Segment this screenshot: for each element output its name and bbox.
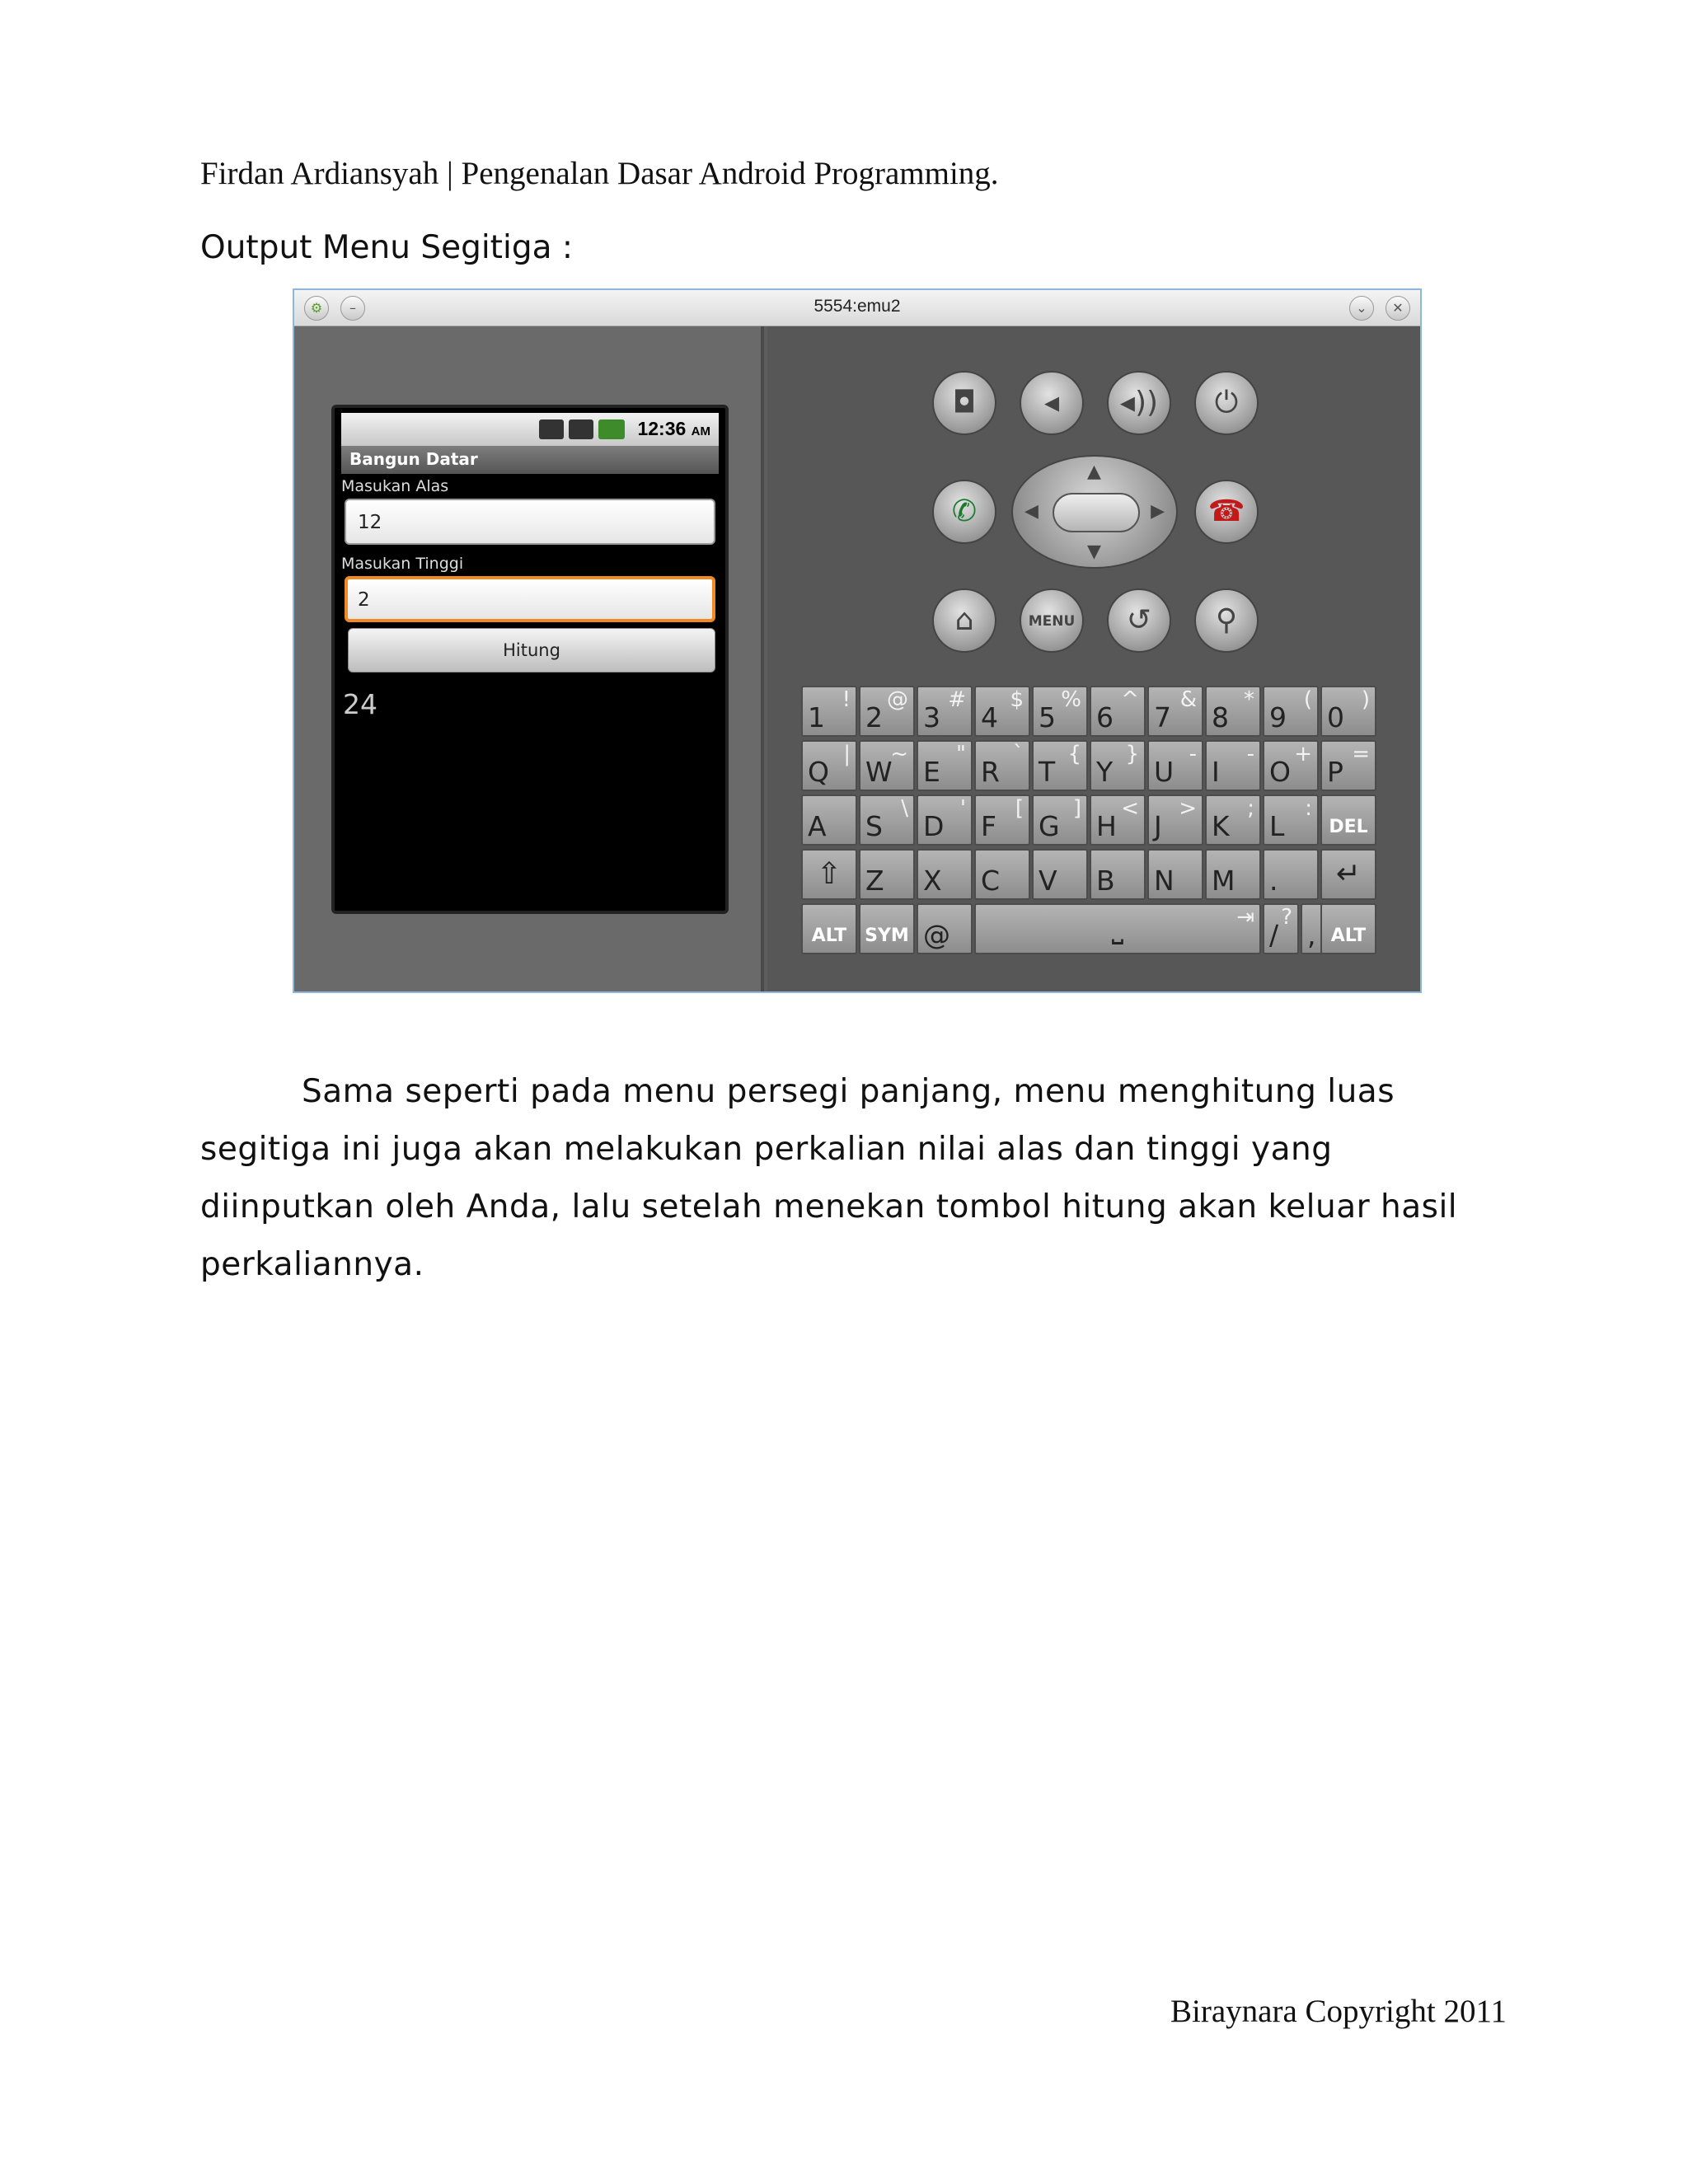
key-alt-label: '	[959, 796, 966, 821]
key-v[interactable]	[1032, 849, 1088, 900]
key-main-label: 8	[1212, 701, 1229, 733]
network-icon	[539, 419, 564, 439]
key-r[interactable]	[974, 740, 1030, 791]
window-titlebar	[294, 290, 1420, 326]
key-main-label: L	[1269, 810, 1285, 842]
key-m[interactable]	[1205, 849, 1261, 900]
dpad-up-icon[interactable]: ▲	[1087, 462, 1101, 482]
key-3[interactable]	[917, 686, 973, 737]
key-y[interactable]	[1090, 740, 1146, 791]
key-u[interactable]	[1147, 740, 1203, 791]
key-alt-label: *	[1244, 687, 1254, 712]
key-alt-label: !	[842, 687, 851, 712]
key-at[interactable]	[917, 903, 973, 954]
key-0[interactable]	[1320, 686, 1376, 737]
key-i[interactable]	[1205, 740, 1261, 791]
key-alt-label: ^	[1121, 687, 1139, 712]
volume-up-icon[interactable]: ◂))	[1107, 371, 1171, 435]
key-main-label: .	[1269, 865, 1278, 897]
back-icon[interactable]: ↺	[1107, 588, 1171, 653]
android-icon: ⚙	[304, 296, 329, 321]
key-main-label: 3	[923, 701, 940, 733]
key-main-label: Y	[1096, 756, 1114, 788]
key-main-label: J	[1154, 810, 1162, 842]
key-main-label: E	[923, 756, 940, 788]
key-main-label: 1	[808, 701, 825, 733]
key-alt-label: >	[1179, 796, 1197, 821]
key-alt-label: +	[1294, 742, 1312, 766]
key-h[interactable]	[1090, 794, 1146, 846]
key-8[interactable]	[1205, 686, 1261, 737]
app-titlebar	[341, 446, 719, 474]
key-x[interactable]	[917, 849, 973, 900]
key-alt-label: "	[956, 742, 966, 766]
key-main-label: G	[1039, 810, 1060, 842]
key-alt-label: )	[1361, 687, 1370, 712]
key-alt-label: @	[887, 687, 908, 712]
key-p[interactable]	[1320, 740, 1376, 791]
key-d[interactable]	[917, 794, 973, 846]
key-n[interactable]	[1147, 849, 1203, 900]
key-alt-label: ~	[890, 742, 908, 766]
key-main-label: 0	[1327, 701, 1344, 733]
dpad-right-icon[interactable]: ▶	[1151, 501, 1165, 522]
key-main-label: T	[1039, 756, 1056, 788]
section-title: Output Menu Segitiga :	[200, 229, 574, 266]
key-del[interactable]	[1320, 794, 1376, 846]
key-main-label: X	[923, 865, 942, 897]
key-alt-label: =	[1352, 742, 1370, 766]
key-s[interactable]	[859, 794, 915, 846]
alas-label: Masukan Alas	[341, 477, 449, 495]
doc-header: Firdan Ardiansyah | Pengenalan Dasar Android Programming.	[200, 156, 999, 191]
signal-icon	[569, 419, 593, 439]
key-main-label: K	[1212, 810, 1230, 842]
key-main-label: 7	[1154, 701, 1171, 733]
status-icons	[539, 419, 625, 439]
key-main-label: C	[981, 865, 1001, 897]
dpad-left-icon[interactable]: ◀	[1025, 501, 1039, 522]
space-icon: ⎵	[1111, 912, 1124, 945]
key-1[interactable]	[801, 686, 857, 737]
key-main-label: Z	[865, 865, 884, 897]
key-glyph-icon: ↵	[1335, 857, 1362, 891]
hitung-button[interactable]: Hitung	[348, 628, 715, 673]
key-alt-label: \	[901, 796, 908, 821]
key-alt-label: ?	[1281, 905, 1292, 930]
key-alt-label: ;	[1247, 796, 1254, 821]
close-icon[interactable]: ✕	[1386, 296, 1410, 321]
key-alt-label: %	[1061, 687, 1081, 712]
key-alt-label: $	[1010, 687, 1024, 712]
doc-footer: Biraynara Copyright 2011	[1170, 1994, 1507, 2029]
dpad[interactable]	[1011, 455, 1178, 569]
body-paragraph: Sama seperti pada menu persegi panjang, menu menghitung luas segitiga ini juga akan melakukan perkalian nilai alas dan tinggi yang diinputkan oleh Anda, lalu setelah menekan tombol hitung akan keluar hasil perkaliannya.	[200, 1073, 1458, 1283]
key-a[interactable]	[801, 794, 857, 846]
key-alt-label: (	[1303, 687, 1312, 712]
key-alt-left[interactable]	[801, 903, 857, 954]
key-alt-label: }	[1125, 742, 1139, 766]
key-alt-label: <	[1121, 796, 1139, 821]
key-5[interactable]	[1032, 686, 1088, 737]
key-main-label: R	[981, 756, 1000, 788]
tinggi-input[interactable]: 2	[345, 576, 715, 622]
key-main-label: F	[981, 810, 996, 842]
tab-icon: ⇥	[1236, 905, 1254, 930]
search-icon[interactable]: ⚲	[1194, 588, 1259, 653]
key-6[interactable]	[1090, 686, 1146, 737]
key-alt-label: |	[843, 742, 851, 766]
key-alt-label: [	[1015, 796, 1024, 821]
key-[interactable]	[1263, 849, 1319, 900]
key-j[interactable]	[1147, 794, 1203, 846]
key-main-label: N	[1154, 865, 1175, 897]
key-main-label: 4	[981, 701, 998, 733]
key-main-label: ,	[1307, 919, 1316, 951]
key-main-label: A	[808, 810, 827, 842]
key-main-label: U	[1154, 756, 1175, 788]
key-main-label: P	[1327, 756, 1343, 788]
volume-down-icon[interactable]: ◂	[1020, 371, 1084, 435]
key-c[interactable]	[974, 849, 1030, 900]
key-4[interactable]	[974, 686, 1030, 737]
menu-button[interactable]: MENU	[1020, 588, 1084, 653]
key-main-label: V	[1039, 865, 1057, 897]
dpad-center[interactable]	[1053, 493, 1140, 532]
key-main-label: 2	[865, 701, 883, 733]
key-alt-label: {	[1067, 742, 1081, 766]
key-main-label: Q	[808, 756, 829, 788]
key-t[interactable]	[1032, 740, 1088, 791]
key-word-label: SYM	[865, 926, 909, 946]
key-glyph-icon: ⇧	[816, 857, 842, 891]
key-z[interactable]	[859, 849, 915, 900]
key-f[interactable]	[974, 794, 1030, 846]
key-alt-right[interactable]	[1320, 903, 1376, 954]
key-main-label: I	[1212, 756, 1220, 788]
tinggi-label: Masukan Tinggi	[341, 555, 464, 573]
key-main-label: @	[923, 919, 950, 951]
result-text: 24	[343, 688, 377, 720]
chevron-down-icon[interactable]: ⌄	[1349, 296, 1374, 321]
status-bar	[341, 413, 719, 446]
key-alt-label: :	[1305, 796, 1312, 821]
call-icon[interactable]: ✆	[932, 480, 996, 544]
battery-icon	[598, 419, 625, 439]
key-q[interactable]	[801, 740, 857, 791]
end-call-icon[interactable]: ☎	[1194, 480, 1259, 544]
dpad-down-icon[interactable]: ▼	[1087, 541, 1101, 562]
key-main-label: /	[1269, 919, 1279, 951]
key-e[interactable]	[917, 740, 973, 791]
key-shift[interactable]	[801, 849, 857, 900]
phone-screen	[331, 405, 729, 914]
key-main-label: 5	[1039, 701, 1056, 733]
key-main-label: B	[1096, 865, 1115, 897]
status-clock: 12:36 AM	[637, 418, 710, 439]
key-alt-label: ]	[1072, 796, 1081, 821]
key-main-label: O	[1269, 756, 1291, 788]
app-title: Bangun Datar	[349, 449, 478, 469]
key-word-label: DEL	[1329, 817, 1368, 837]
key-main-label: W	[865, 756, 893, 788]
minimize-icon[interactable]: –	[340, 296, 365, 321]
key-2[interactable]	[859, 686, 915, 737]
home-icon[interactable]: ⌂	[932, 588, 996, 653]
key-alt-label: -	[1246, 742, 1254, 766]
key-main-label: D	[923, 810, 945, 842]
key-main-label: 9	[1269, 701, 1287, 733]
key-alt-label: #	[948, 687, 966, 712]
key-main-label: 6	[1096, 701, 1114, 733]
key-w[interactable]	[859, 740, 915, 791]
key-sym[interactable]	[859, 903, 915, 954]
key-main-label: S	[865, 810, 883, 842]
key-k[interactable]	[1205, 794, 1261, 846]
key-alt-label: `	[1013, 742, 1024, 766]
key-b[interactable]	[1090, 849, 1146, 900]
key-main-label: H	[1096, 810, 1117, 842]
alas-input[interactable]: 12	[345, 499, 715, 545]
key-main-label: M	[1212, 865, 1236, 897]
key-7[interactable]	[1147, 686, 1203, 737]
emulator-screen-panel	[294, 326, 764, 993]
key-l[interactable]	[1263, 794, 1319, 846]
key-word-label: ALT	[1330, 926, 1367, 946]
key-slash[interactable]	[1263, 903, 1299, 954]
key-o[interactable]	[1263, 740, 1319, 791]
key-word-label: ALT	[811, 926, 847, 946]
camera-icon[interactable]: ◘	[932, 371, 996, 435]
key-space[interactable]	[974, 903, 1261, 954]
key-g[interactable]	[1032, 794, 1088, 846]
key-9[interactable]	[1263, 686, 1319, 737]
power-icon[interactable]: ⏻	[1194, 371, 1259, 435]
key-enter[interactable]	[1320, 849, 1376, 900]
key-alt-label: &	[1179, 687, 1197, 712]
key-alt-label: -	[1189, 742, 1197, 766]
window-title: 5554:emu2	[814, 297, 901, 316]
